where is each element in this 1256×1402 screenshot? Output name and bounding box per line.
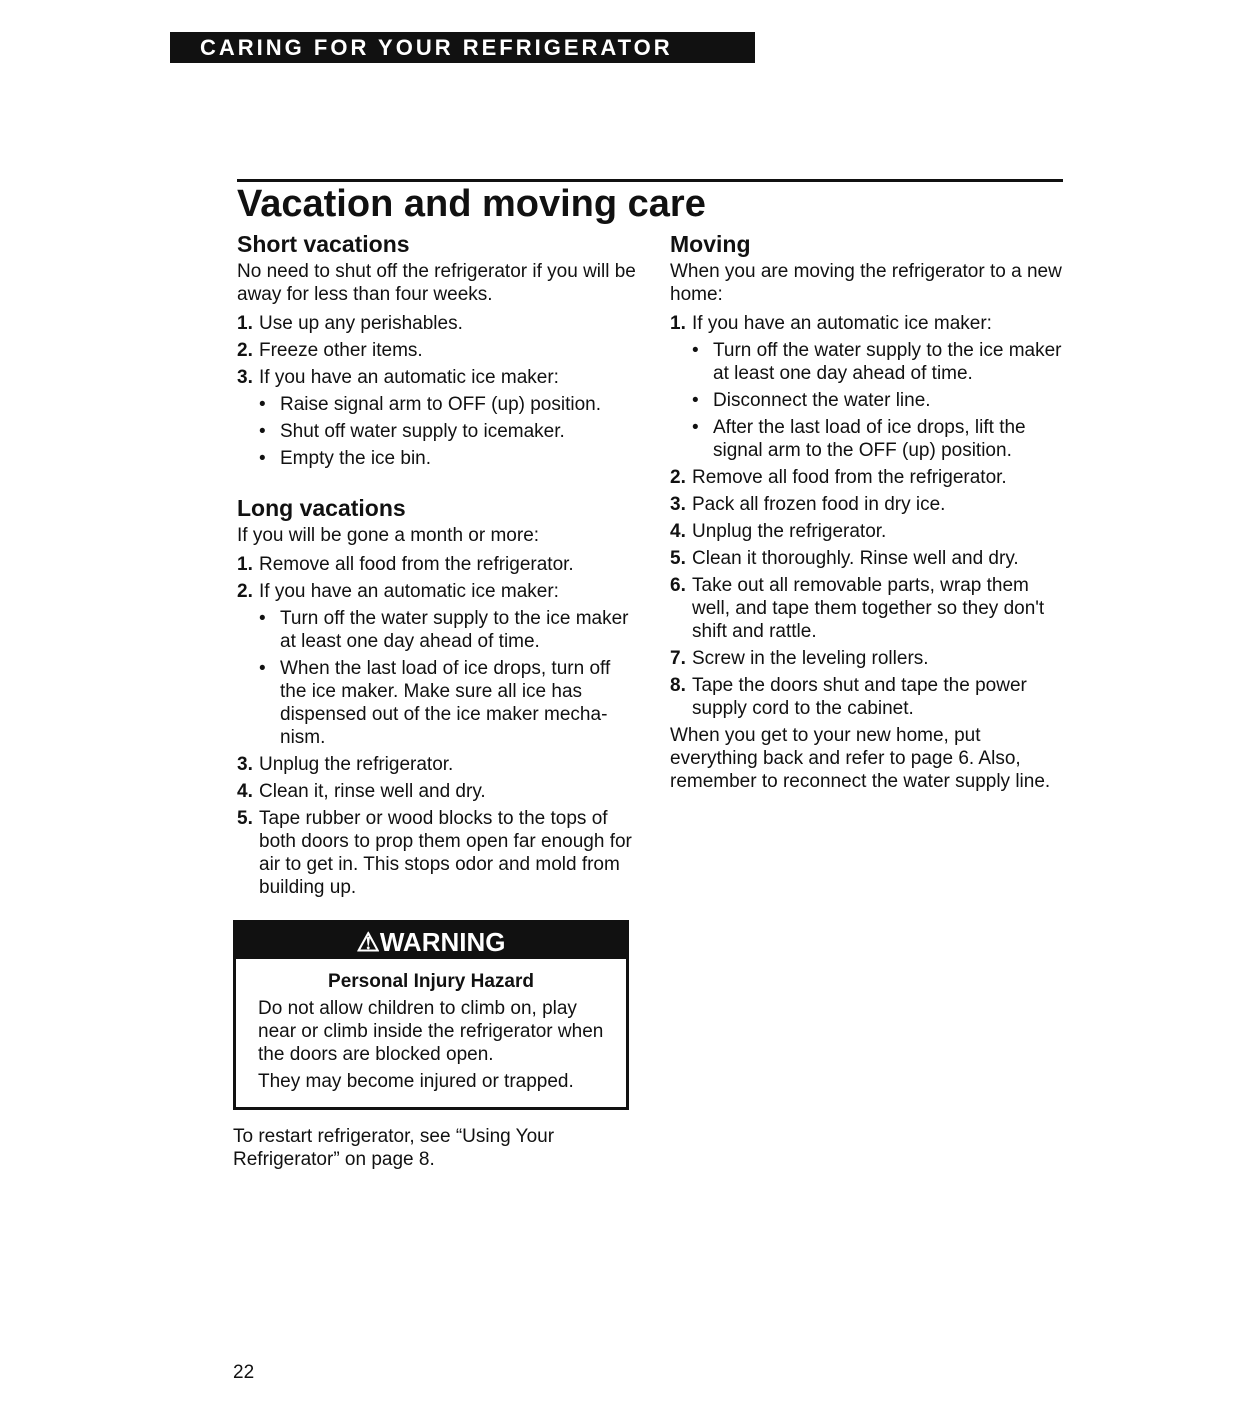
num: 3. — [670, 494, 686, 515]
num: 5. — [237, 808, 253, 829]
num: 1. — [670, 313, 686, 334]
page-number: 22 — [233, 1362, 255, 1383]
text: Use up any perishables. — [259, 313, 463, 334]
warning-box — [233, 920, 629, 1110]
title-rule — [237, 179, 1063, 182]
list-item — [670, 312, 1065, 335]
text: Tape the doors shut and tape the power supply cord to the cabinet. — [692, 675, 1027, 719]
num: 2. — [237, 340, 253, 361]
list-item — [237, 339, 637, 362]
num: 3. — [237, 367, 253, 388]
list-item — [237, 366, 637, 389]
list-item — [670, 574, 1065, 643]
restart-note: To restart refrigerator, see “Using Your Refrigerator” on page 8. — [233, 1126, 555, 1170]
text: Tape rubber or wood blocks to the tops of both doors to prop them open far enough for air to get in. This stops odor and mold from building up. — [259, 808, 632, 898]
bullet-item: • Raise signal arm to OFF (up) position. — [237, 393, 637, 416]
list-item — [237, 553, 637, 576]
num: 2. — [670, 467, 686, 488]
text: If you have an automatic ice maker: — [692, 313, 992, 334]
bullet-item: • After the last load of ice drops, lift the signal arm to the OFF (up) position. — [670, 416, 1065, 462]
bullet-item: • When the last load of ice drops, turn off the ice maker. Make sure all ice has dispensed out of the ice maker mecha-nism. — [237, 657, 637, 749]
list-item — [237, 580, 637, 603]
text: Screw in the leveling rollers. — [692, 648, 929, 669]
text: Remove all food from the refrigerator. — [692, 467, 1007, 488]
warning-label: ⚠WARNING — [236, 923, 626, 959]
list-item — [670, 674, 1065, 720]
list-item — [237, 753, 637, 776]
num: 1. — [237, 554, 253, 575]
bullet-item: • Disconnect the water line. — [670, 389, 1065, 412]
long-vacations-section — [237, 497, 637, 903]
intro: When you are moving the refrigerator to a new home: — [670, 261, 1062, 305]
num: 3. — [237, 754, 253, 775]
bullet-item: • Turn off the water supply to the ice maker at least one day ahead of time. — [670, 339, 1065, 385]
num: 5. — [670, 548, 686, 569]
list-item — [237, 312, 637, 335]
list-item — [670, 466, 1065, 489]
warning-text: Do not allow children to climb on, play near or climb inside the refrigerator when the doors are blocked open. — [258, 998, 604, 1065]
text: Clean it, rinse well and dry. — [259, 781, 486, 802]
num: 4. — [237, 781, 253, 802]
text: Clean it thoroughly. Rinse well and dry. — [692, 548, 1019, 569]
warning-text: They may become injured or trapped. — [258, 1071, 574, 1092]
list-item — [670, 520, 1065, 543]
num: 6. — [670, 575, 686, 596]
list-item — [670, 493, 1065, 516]
short-vacations-section — [237, 233, 637, 474]
intro: If you will be gone a month or more: — [237, 525, 540, 546]
section-header: CARING FOR YOUR REFRIGERATOR — [170, 32, 755, 63]
list-item — [237, 807, 637, 899]
page-title: Vacation and moving care — [237, 183, 706, 225]
text: Freeze other items. — [259, 340, 423, 361]
intro: No need to shut off the refrigerator if you will be away for less than four weeks. — [237, 261, 636, 305]
list-item — [670, 647, 1065, 670]
bullet-item: • Turn off the water supply to the ice maker at least one day ahead of time. — [237, 607, 637, 653]
num: 4. — [670, 521, 686, 542]
bullet-item: • Empty the ice bin. — [237, 447, 637, 470]
text: Take out all removable parts, wrap them well, and tape them together so they don't shift and rattle. — [692, 575, 1045, 642]
moving-heading: Moving — [670, 231, 751, 257]
short-vacations-heading: Short vacations — [237, 231, 410, 257]
num: 8. — [670, 675, 686, 696]
text: If you have an automatic ice maker: — [259, 367, 559, 388]
text: If you have an automatic ice maker: — [259, 581, 559, 602]
bullet-item: • Shut off water supply to icemaker. — [237, 420, 637, 443]
num: 2. — [237, 581, 253, 602]
warning-subtitle: Personal Injury Hazard — [328, 971, 534, 992]
text: Unplug the refrigerator. — [259, 754, 454, 775]
moving-section — [670, 233, 1065, 799]
num: 7. — [670, 648, 686, 669]
text: Pack all frozen food in dry ice. — [692, 494, 946, 515]
list-item — [670, 547, 1065, 570]
list-item — [237, 780, 637, 803]
outro: When you get to your new home, put everything back and refer to page 6. Also, remember to reconnect the water supply line. — [670, 725, 1051, 792]
long-vacations-heading: Long vacations — [237, 495, 406, 521]
text: Unplug the refrigerator. — [692, 521, 887, 542]
text: Remove all food from the refrigerator. — [259, 554, 574, 575]
num: 1. — [237, 313, 253, 334]
